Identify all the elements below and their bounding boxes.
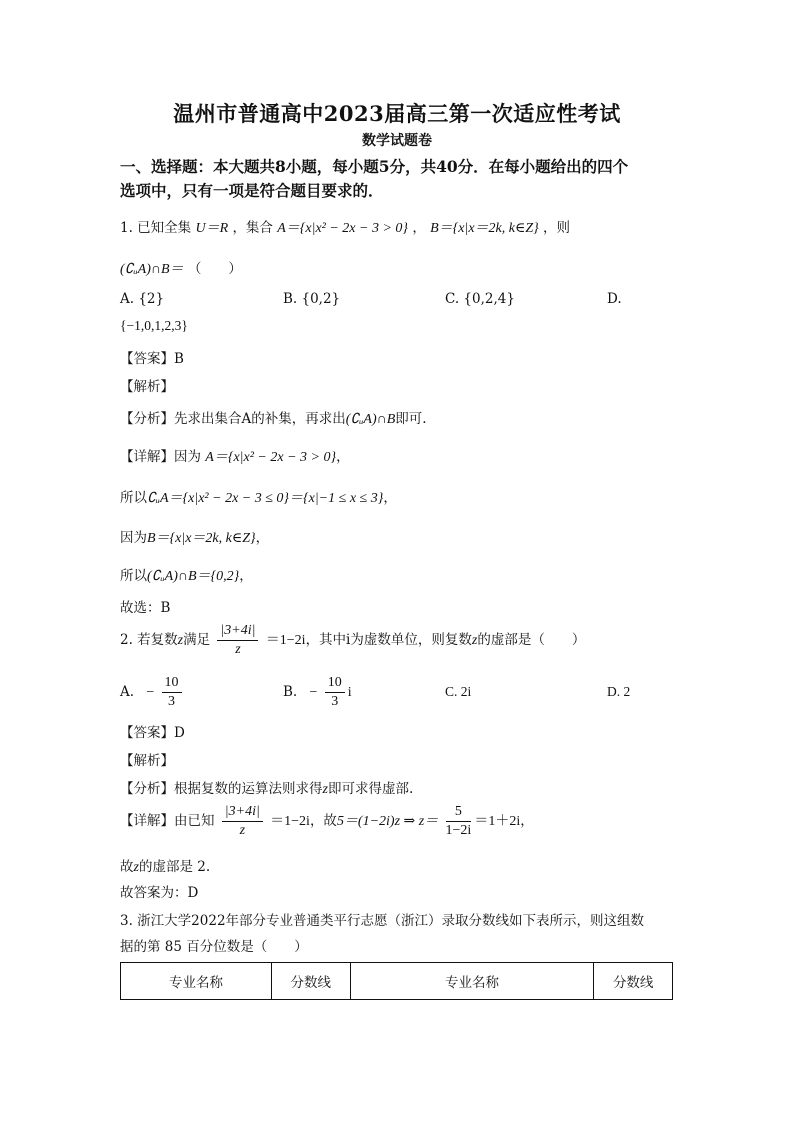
q2-answer-value: D (174, 725, 185, 741)
q1-fenxi-text: 先求出集合A的补集，再求出 (174, 411, 346, 427)
q1-detail-3b: B＝{x|x＝2k, k∈Z} (147, 531, 256, 546)
q2-fraction (217, 622, 258, 659)
q1-detail-2b: ∁ᵤA＝{x|x² − 2x − 3 ≤ 0}＝{x|−1 ≤ x ≤ 3} (147, 491, 384, 506)
q1-detail-3 (120, 526, 269, 547)
q2-opt-a-frac (162, 674, 182, 711)
q2-opt-b-label: B. (283, 684, 298, 700)
q2-opt-a-label: A. (120, 684, 135, 700)
q1-detail-1c: ， (336, 449, 350, 465)
q2-detail-frac-num: |3+4i| (222, 803, 263, 822)
q2-fenxi-z: z (322, 782, 328, 797)
q2-detail-c: ，故 (309, 813, 337, 829)
q1-stem-b: ，集合 (232, 220, 273, 236)
q2-frac-num: |3+4i| (217, 622, 258, 641)
q2-detail-f: ， (520, 813, 534, 829)
q2-analysis-label: 【解析】 (120, 753, 174, 769)
q2-answer-label: 【答案】 (120, 725, 174, 741)
table-header-major-1: 专业名称 (121, 963, 272, 1000)
q1-analysis-label: 【解析】 (120, 379, 174, 395)
q2-detail-e: ＝1＋2i (474, 814, 521, 829)
q1-detail-4 (120, 564, 253, 585)
q2-detail-label: 【详解】 (120, 813, 174, 829)
q1-detail-4c: ， (239, 568, 253, 584)
q2-line2b: 的虚部是 2. (138, 859, 211, 875)
q2-line2-z: z (133, 860, 139, 875)
q2-imag-part-line (120, 855, 210, 876)
q2-answer (120, 721, 185, 741)
section-heading-line2: 选项中，只有一项是符合题目要求的． (120, 181, 384, 200)
q2-opt-b-sign: − (309, 685, 318, 700)
q2-option-d: D. 2 (607, 684, 631, 699)
q1-detail-3c: ， (255, 530, 270, 546)
q1-option-d-value: {−1,0,1,2,3} (120, 318, 188, 333)
table-row (121, 963, 673, 1000)
q1-conclusion: 故选：B (120, 600, 171, 616)
q2-opt-b-num: 10 (325, 674, 345, 693)
q2-detail-fraction-2 (446, 803, 472, 840)
q1-fenxi (120, 407, 427, 428)
q2-stem-c: ，其中i为虚数单位，则复数 (305, 632, 472, 648)
q1-detail-4b: (∁ᵤA)∩B＝{0,2} (147, 569, 240, 584)
q1-fenxi-end: 即可. (395, 411, 427, 427)
q1-fenxi-expr: (∁ᵤA)∩B (345, 412, 396, 427)
q1-detail-label: 【详解】 (120, 449, 174, 465)
q1-detail-2c: ， (383, 490, 397, 506)
q2-opt-b-tail: i (347, 685, 352, 700)
q2-option-b (283, 674, 352, 711)
q2-frac-den: z (235, 642, 241, 657)
q1-option-c: C. {0,2,4} (445, 291, 515, 307)
q2-detail-d: 5＝(1−2i)z ⇒ z＝ (336, 814, 439, 829)
q2-opt-b-den: 3 (331, 694, 339, 709)
q1-paren: （ ） (187, 261, 242, 277)
q2-opt-a-num: 10 (162, 674, 182, 693)
q2-option-a (120, 674, 185, 711)
q1-set-a: A＝{x|x² − 2x − 3 > 0} (277, 221, 409, 236)
q2-detail-frac-den: z (239, 823, 246, 838)
table-header-score-2: 分数线 (594, 963, 673, 1000)
q1-stem (120, 216, 570, 237)
q1-stem-c: ，则 (543, 220, 571, 236)
q1-detail-1 (120, 445, 350, 466)
q3-stem-line1: 3. 浙江大学2022年部分专业普通类平行志愿（浙江）录取分数线如下表所示，则这组数 (120, 913, 645, 929)
q2-fenxi (120, 777, 413, 798)
q2-stem (120, 622, 585, 659)
q2-z: z (177, 633, 184, 648)
q2-fenxi-text: 根据复数的运算法则求得 (174, 781, 323, 797)
q2-opt-b-frac (325, 674, 345, 711)
q2-stem-b: 满足 (183, 632, 211, 648)
q2-detail-a: 由已知 (174, 813, 215, 829)
q1-comma: ， (412, 220, 426, 236)
q2-conclusion: 故答案为：D (120, 885, 199, 901)
q1-option-b: B. {0,2} (283, 291, 341, 307)
q1-detail-4a: 所以 (120, 568, 147, 584)
q1-fenxi-label: 【分析】 (120, 411, 174, 427)
table-header-major-2: 专业名称 (350, 963, 594, 1000)
table-header-score-1: 分数线 (271, 963, 350, 1000)
q2-fenxi-label: 【分析】 (120, 781, 174, 797)
q1-answer (120, 347, 184, 367)
q1-option-d: D. (607, 291, 622, 307)
q2-opt-a-sign: − (146, 685, 155, 700)
q2-stem-a: 2. 若复数 (120, 632, 178, 648)
page-title: 温州市普通高中2023届高三第一次适应性考试 (173, 101, 621, 126)
q1-detail-2 (120, 486, 397, 507)
q2-option-c: C. 2i (445, 684, 472, 699)
q1-stem-a: 1. 已知全集 (120, 220, 192, 236)
q2-opt-a-den: 3 (168, 694, 176, 709)
section-heading-line1: 一、选择题：本大题共8小题，每小题5分，共40分．在每小题给出的四个 (120, 157, 629, 176)
q1-answer-label: 【答案】 (120, 351, 174, 367)
q2-z-2: z (471, 633, 478, 648)
q2-detail-b: ＝1−2i (270, 814, 310, 829)
q1-set-u: U＝R (195, 221, 229, 236)
q1-answer-value: B (174, 351, 184, 367)
q1-detail-3a: 因为 (120, 530, 147, 546)
q1-set-b: B＝{x|x＝2k, k∈Z} (430, 221, 539, 236)
q1-detail-1b: A＝{x|x² − 2x − 3 > 0} (205, 450, 337, 465)
q3-stem-line2: 据的第 85 百分位数是（ ） (120, 939, 308, 955)
q1-detail-1a: 因为 (174, 449, 201, 465)
q2-stem-d: 的虚部是（ ） (477, 632, 586, 648)
q1-expression-line (120, 257, 242, 278)
q3-score-table (120, 962, 673, 1000)
q2-fenxi-end: 即可求得虚部. (327, 781, 414, 797)
q2-detail (120, 803, 534, 840)
q1-option-a: A. {2} (120, 291, 165, 307)
q2-line2a: 故 (120, 859, 134, 875)
page-subtitle: 数学试题卷 (362, 133, 432, 149)
q2-detail-frac2-den: 1−2i (445, 823, 472, 838)
q2-detail-frac2-num: 5 (446, 803, 472, 822)
q2-eq-rhs: ＝1−2i (265, 633, 306, 648)
q1-expr: (∁ᵤA)∩B＝ (120, 262, 184, 277)
q2-detail-fraction (222, 803, 263, 840)
q1-detail-2a: 所以 (120, 490, 147, 506)
